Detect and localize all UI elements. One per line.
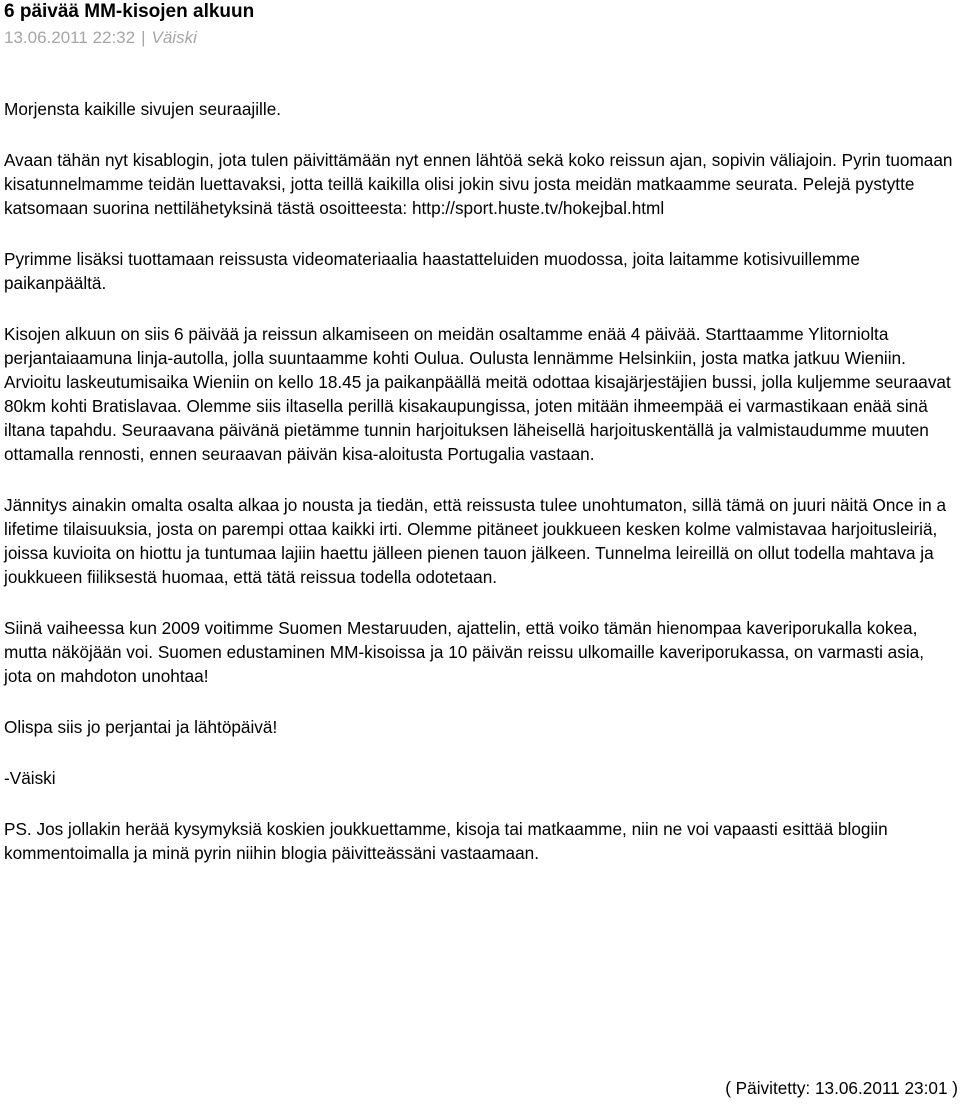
paragraph-signature: -Väiski [4,768,56,788]
paragraph-excitement: Jännitys ainakin omalta osalta alkaa jo nousta ja tiedän, että reissusta tulee unohtumaton, sillä tämä on juuri näitä Once in a lifetime tilaisuuksia, josta on parempi ottaa kaikki irti. Olemme pitäneet joukkueen kesken kolme valmistavaa harjoitusleiriä, joissa kuvioita on hiottu ja tuntumaa lajiin haettu jälleen pienen tauon jälkeen. Tunnelma leireillä on ollut todella mahtava ja joukkueen fiiliksestä huomaa, että tätä reissua todella odotetaan. [4,495,947,587]
blog-post [4,0,954,892]
paragraph-ps: PS. Jos jollakin herää kysymyksiä koskien joukkuettamme, kisoja tai matkaamme, niin ne voi vapaasti esittää blogiin kommentoimalla ja minä pyrin niihin blogia päivitteässäni vastaamaan. [4,819,888,863]
post-author[interactable]: Väiski [151,28,197,47]
updated-timestamp: ( Päivitetty: 13.06.2011 23:01 ) [725,1078,958,1098]
post-body [4,97,954,865]
paragraph-wish: Olispa siis jo perjantai ja lähtöpäivä! [4,717,278,737]
paragraph-video: Pyrimme lisäksi tuottamaan reissusta videomateriaalia haastatteluiden muodossa, joita laitamme kotisivuillemme paikanpäältä. [4,249,860,293]
paragraph-intro: Avaan tähän nyt kisablogin, jota tulen päivittämään nyt ennen lähtöä sekä koko reissun ajan, sopivin väliajoin. Pyrin tuomaan kisatunnelmamme teidän luettavaksi, jotta teillä kaikilla olisi jokin sivu josta meidän matkaamme seurata. Pelejä pystytte katsomaan suorina nettilähetyksinä tästä osoitteesta: http://sport.huste.tv/hokejbal.html [4,150,953,218]
paragraph-schedule: Kisojen alkuun on siis 6 päivää ja reissun alkamiseen on meidän osaltamme enää 4 päivää. Starttaamme Ylitorniolta perjantaiaamuna linja-autolla, jolla suuntaamme kohti Oulua. Oulusta lennämme Helsinkiin, josta matka jatkuu Wieniin. Arvioitu laskeutumisaika Wieniin on kello 18.45 ja paikanpäällä meitä odottaa kisajärjestäjien bussi, jolla kuljemme seuraavat 80km kohti Bratislavaa. Olemme siis iltasella perillä kisakaupungissa, joten mitään ihmeempää ei varmastikaan enää sinä iltana tapahdu. Seuraavana päivänä pietämme tunnin harjoituksen läheisellä harjoituskentällä ja valmistaudumme muuten ottamalla rennosti, ennen seuraavan päivän kisa-aloitusta Portugalia vastaan. [4,324,951,464]
post-title: 6 päivää MM-kisojen alkuun [4,1,255,22]
post-date: 13.06.2011 22:32 [4,28,136,47]
paragraph-memories: Siinä vaiheessa kun 2009 voitimme Suomen Mestaruuden, ajattelin, että voiko tämän hienompaa kaveriporukalla kokea, mutta näköjään voi. Suomen edustaminen MM-kisoissa ja 10 päivän reissu ulkomaille kaveriporukassa, on varmasti asia, jota on mahdoton unohtaa! [4,618,924,686]
meta-separator: | [141,28,146,47]
paragraph-greeting: Morjensta kaikille sivujen seuraajille. [4,99,282,119]
post-meta [4,27,954,49]
